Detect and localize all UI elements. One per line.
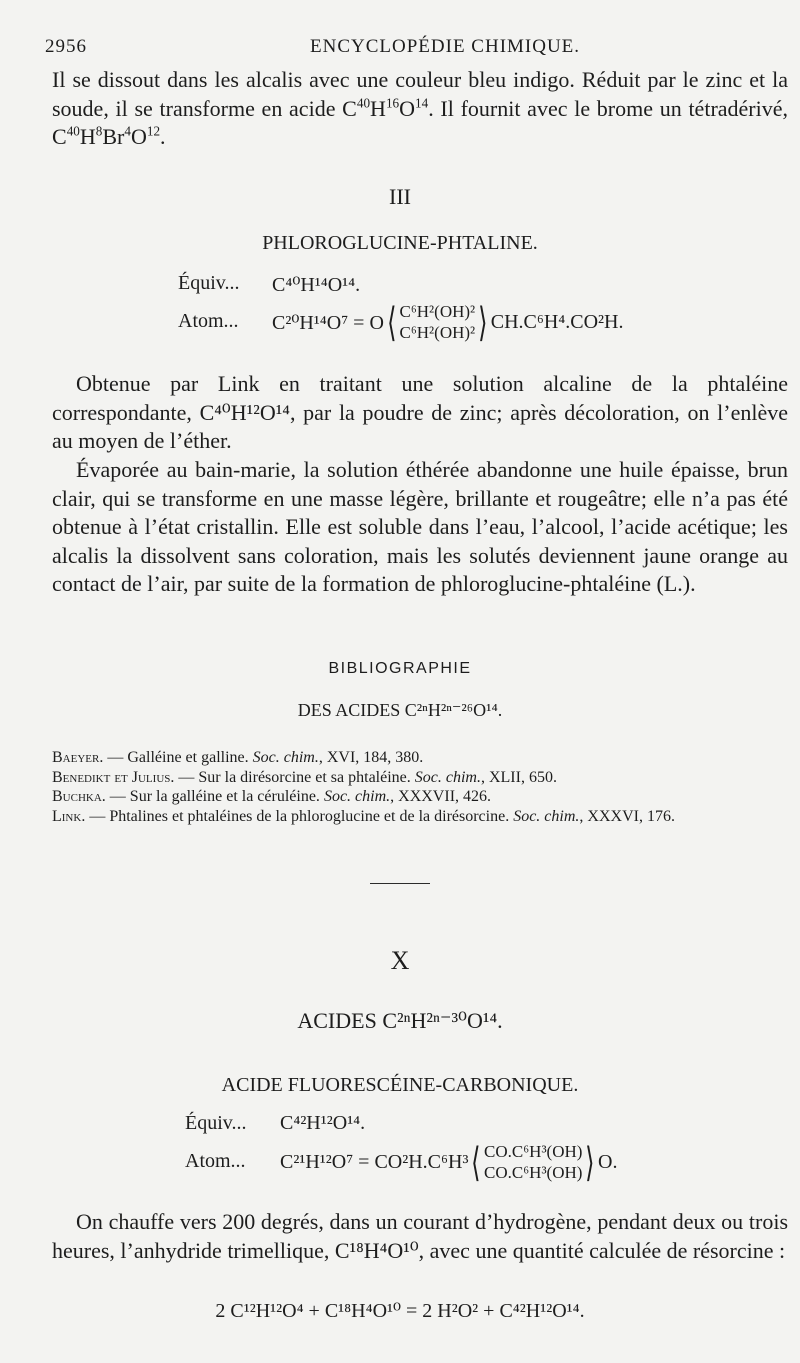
section-title-phloroglucine-phtaline: PHLOROGLUCINE-PHTALINE.: [262, 232, 538, 254]
bib-entry: Link. — Phtalines et phtaléines de la phloroglucine et de la dirésorcine. Soc. chim., XXXVI, 176.: [52, 807, 675, 825]
atom-bottom-x: CO.C⁶H³(OH): [484, 1163, 583, 1182]
bibliography-title: BIBLIOGRAPHIE: [328, 660, 472, 677]
left-angle-bracket-icon: ⟨: [471, 1139, 481, 1185]
atom-formula-iii: [272, 292, 623, 352]
section-divider: [370, 883, 430, 884]
page-number: 2956: [45, 36, 87, 57]
atom-label-iii: Atom...: [178, 310, 239, 332]
atom-formula-x: [280, 1132, 618, 1192]
bib-entry: Buchka. — Sur la galléine et la céruléine. Soc. chim., XXXVII, 426.: [52, 788, 492, 805]
section-title-acides: ACIDES C²ⁿH²ⁿ⁻³⁰O¹⁴.: [297, 1008, 503, 1033]
bib-entry: Baeyer. — Galléine et galline. Soc. chim., XVI, 184, 380.: [52, 749, 424, 766]
atom-stack-x: [484, 1141, 582, 1183]
paragraph-on-chauffe: On chauffe vers 200 degrés, dans un courant d’hydrogène, pendant deux ou trois heures, l’anhydride trimellique, C¹⁸H⁴O¹⁰, avec une quantité calculée de résorcine :: [52, 1209, 788, 1263]
atom-right-iii: CH.C⁶H⁴.CO²H.: [490, 310, 624, 333]
atom-label-x: Atom...: [185, 1150, 246, 1172]
equiv-formula-x: C⁴²H¹²O¹⁴.: [280, 1112, 366, 1134]
equiv-formula-iii: C⁴⁰H¹⁴O¹⁴.: [272, 274, 361, 296]
atom-top-x: CO.C⁶H³(OH): [484, 1142, 583, 1161]
atom-left-iii: C²⁰H¹⁴O⁷ = O: [272, 311, 384, 334]
right-angle-bracket-icon: ⟩: [478, 299, 488, 345]
section-numeral-x: X: [390, 946, 410, 975]
atom-stack-iii: [400, 301, 476, 343]
running-title: ENCYCLOPÉDIE CHIMIQUE.: [310, 36, 581, 57]
reaction-equation: 2 C¹²H¹²O⁴ + C¹⁸H⁴O¹⁰ = 2 H²O² + C⁴²H¹²O¹⁴.: [215, 1300, 585, 1322]
section-subtitle-fluoresceine: ACIDE FLUORESCÉINE-CARBONIQUE.: [221, 1074, 579, 1096]
bib-entry: Benedikt et Julius. — Sur la dirésorcine et sa phtaléine. Soc. chim., XLII, 650.: [52, 768, 557, 786]
equiv-label-x: Équiv...: [185, 1112, 247, 1134]
atom-top-iii: C⁶H²(OH)²: [399, 302, 476, 321]
bibliography-subtitle: DES ACIDES C²ⁿH²ⁿ⁻²⁶O¹⁴.: [297, 700, 503, 720]
paragraph-obtenue: Obtenue par Link en traitant une solution alcaline de la phtaléine correspondante, C⁴⁰H¹²O¹⁴, par la poudre de zinc; après décoloration, on l’enlève au moyen de l’éther.: [52, 371, 788, 454]
left-angle-bracket-icon: ⟨: [387, 299, 397, 345]
equiv-label-iii: Équiv...: [178, 272, 240, 294]
section-numeral-iii: III: [389, 184, 411, 209]
bibliography-list: [52, 748, 792, 826]
intro-paragraph: Il se dissout dans les alcalis avec une couleur bleu indigo. Réduit par le zinc et la soude, il se transforme en acide $C^{40}H^{16}O^{14}$. Il fournit avec le brome un tétradérivé, $C^{40}H^8Br^4O^{12}$.: [52, 67, 788, 150]
atom-left-x: C²¹H¹²O⁷ = CO²H.C⁶H³: [280, 1150, 469, 1173]
atom-right-x: O.: [598, 1150, 618, 1173]
paragraph-evaporee: Évaporée au bain-marie, la solution éthérée abandonne une huile épaisse, brun clair, qui se transforme en une masse légère, brillante et rougeâtre; elle n’a pas été obtenue à l’état cristallin. Elle est soluble dans l’eau, l’alcool, l’acide acétique; les alcalis la dissolvent sans coloration, mais les solutés deviennent jaune orange au contact de l’air, par suite de la formation de phloroglucine-phtaléine (L.).: [52, 457, 788, 597]
atom-bottom-iii: C⁶H²(OH)²: [399, 323, 476, 342]
right-angle-bracket-icon: ⟩: [585, 1139, 595, 1185]
